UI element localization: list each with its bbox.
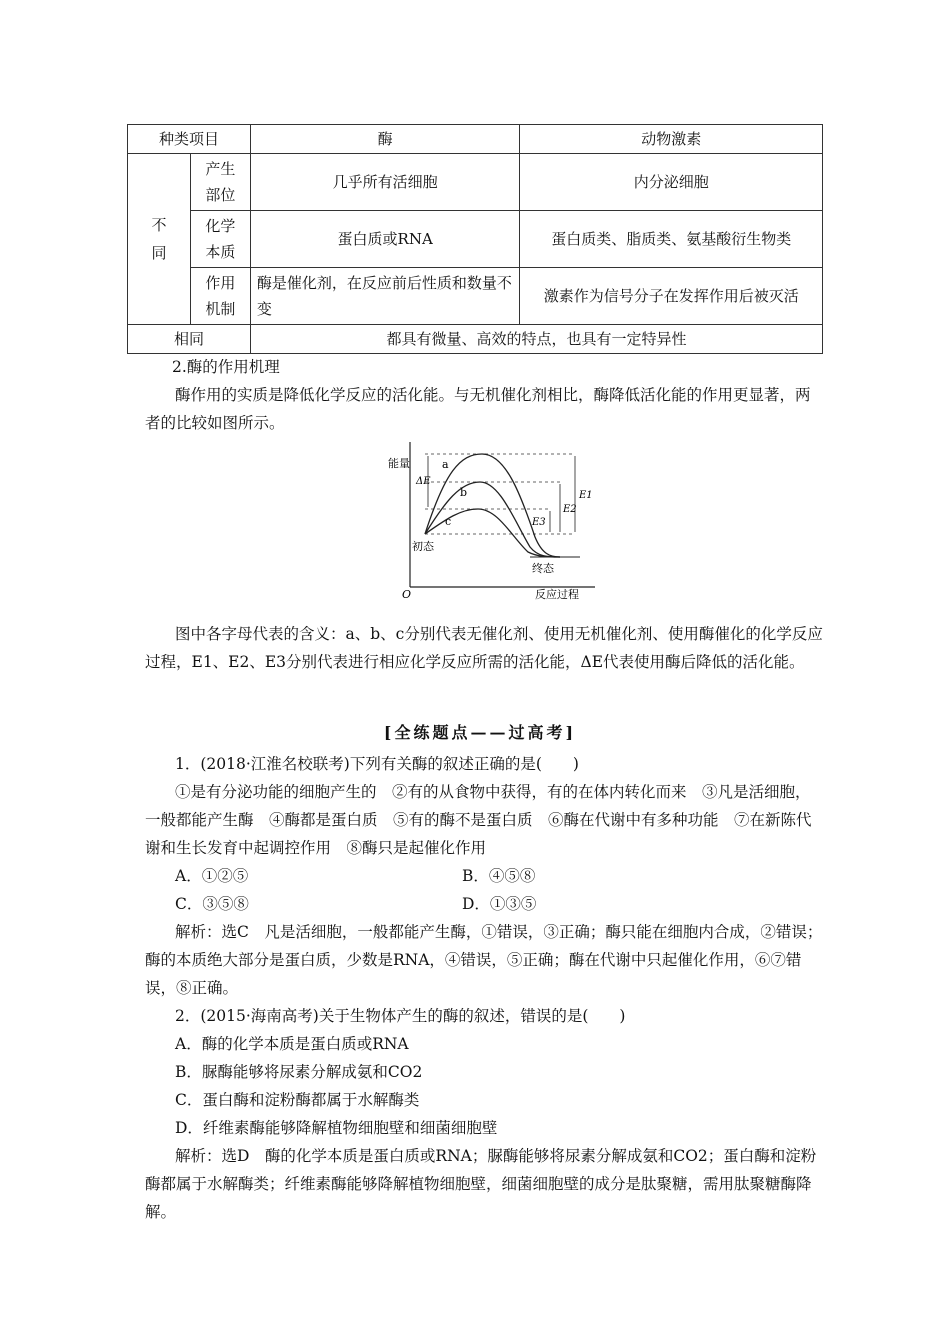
row-label: 产生部位 bbox=[190, 154, 250, 211]
y-axis-label: 能量 bbox=[388, 457, 410, 470]
cell-enzyme: 几乎所有活细胞 bbox=[250, 154, 520, 211]
cell-hormone: 激素作为信号分子在发挥作用后被灭活 bbox=[520, 268, 823, 325]
section-heading: [全练题点——过高考] bbox=[383, 723, 577, 742]
q2-stem: 2．(2015·海南高考)关于生物体产生的酶的叙述，错误的是( ) bbox=[175, 1007, 626, 1025]
table-row bbox=[128, 154, 823, 211]
table-row bbox=[128, 211, 823, 268]
figure-explanation: 图中各字母代表的含义：a、b、c分别代表无催化剂、使用无机催化剂、使用酶催化的化学反应过程，E1、E2、E3分别代表进行相应化学反应所需的活化能，ΔE代表使用酶后降低的活化能。 bbox=[145, 625, 823, 671]
row-label: 作用机制 bbox=[190, 268, 250, 325]
header-category: 种类项目 bbox=[128, 125, 251, 154]
same-label: 相同 bbox=[128, 325, 251, 354]
q1-option-c[interactable]: C．③⑤⑧ bbox=[175, 895, 249, 913]
table-row bbox=[128, 325, 823, 354]
delta-e-label: ΔE bbox=[416, 476, 431, 487]
e2-label: E2 bbox=[563, 504, 577, 515]
row-label: 化学本质 bbox=[190, 211, 250, 268]
header-hormone: 动物激素 bbox=[520, 125, 823, 154]
cell-enzyme: 酶是催化剂，在反应前后性质和数量不变 bbox=[250, 268, 520, 325]
q2-option-b[interactable]: B．脲酶能够将尿素分解成氨和CO2 bbox=[175, 1063, 423, 1081]
q2-analysis: 解析：选D 酶的化学本质是蛋白质或RNA；脲酶能够将尿素分解成氨和CO2；蛋白酶和淀粉酶都属于水解酶类；纤维素酶能够降解植物细胞壁，细菌细胞壁的成分是肽聚糖，需用肽聚糖酶降解。 bbox=[145, 1147, 817, 1221]
curve-c-label: c bbox=[445, 515, 452, 528]
cell-enzyme: 蛋白质或RNA bbox=[250, 211, 520, 268]
final-state-label: 终态 bbox=[532, 562, 554, 575]
origin-label: O bbox=[402, 588, 412, 601]
q1-option-d[interactable]: D．①③⑤ bbox=[462, 895, 537, 913]
curve-b-label: b bbox=[460, 486, 468, 499]
q1-items: ①是有分泌功能的细胞产生的 ②有的从食物中获得，有的在体内转化而来 ③凡是活细胞，一般都能产生酶 ④酶都是蛋白质 ⑤有的酶不是蛋白质 ⑥酶在代谢中有多种功能 ⑦在新陈代谢和生长发育中起调控作用 ⑧酶只是起催化作用 bbox=[145, 783, 812, 857]
diff-label: 不同 bbox=[128, 154, 191, 325]
energy-diagram bbox=[370, 432, 600, 604]
q1-analysis: 解析：选C 凡是活细胞，一般都能产生酶，①错误，③正确；酶只能在细胞内合成，②错误；酶的本质绝大部分是蛋白质，少数是RNA，④错误，⑤正确；酶在代谢中只起催化作用，⑥⑦错误，⑧正确。 bbox=[145, 923, 823, 997]
q2-option-d[interactable]: D．纤维素酶能够降解植物细胞壁和细菌细胞壁 bbox=[175, 1119, 498, 1137]
header-enzyme: 酶 bbox=[250, 125, 520, 154]
cell-hormone: 内分泌细胞 bbox=[520, 154, 823, 211]
q2-option-c[interactable]: C．蛋白酶和淀粉酶都属于水解酶类 bbox=[175, 1091, 420, 1109]
q1-stem: 1．(2018·江淮名校联考)下列有关酶的叙述正确的是( ) bbox=[175, 755, 579, 773]
table-header-row bbox=[128, 125, 823, 154]
cell-hormone: 蛋白质类、脂质类、氨基酸衍生物类 bbox=[520, 211, 823, 268]
section-paragraph: 酶作用的实质是降低化学反应的活化能。与无机催化剂相比，酶降低活化能的作用更显著，两者的比较如图所示。 bbox=[145, 386, 811, 432]
x-axis-label: 反应过程 bbox=[535, 588, 579, 601]
table-row bbox=[128, 268, 823, 325]
e3-label: E3 bbox=[532, 517, 546, 528]
q2-option-a[interactable]: A．酶的化学本质是蛋白质或RNA bbox=[175, 1035, 409, 1053]
q1-option-a[interactable]: A．①②⑤ bbox=[175, 867, 249, 885]
curve-a-label: a bbox=[442, 458, 449, 471]
e1-label: E1 bbox=[579, 490, 593, 501]
initial-state-label: 初态 bbox=[412, 540, 434, 553]
section-title: 2.酶的作用机理 bbox=[172, 358, 280, 376]
q1-option-b[interactable]: B．④⑤⑧ bbox=[462, 867, 536, 885]
same-text: 都具有微量、高效的特点，也具有一定特异性 bbox=[250, 325, 822, 354]
comparison-table bbox=[127, 124, 823, 354]
